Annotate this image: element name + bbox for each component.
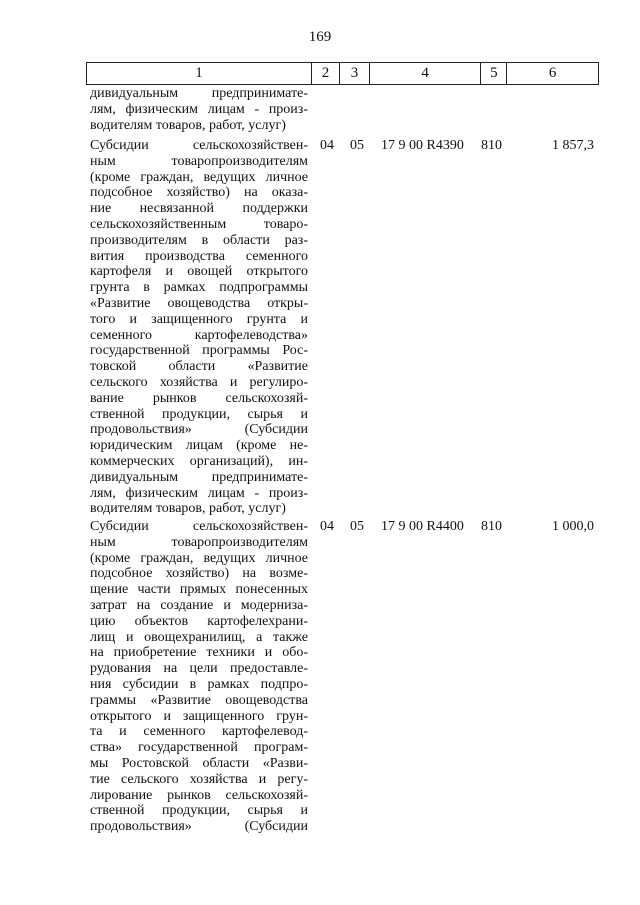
description-line: вития производства семенного xyxy=(90,248,308,264)
description-line: граммы «Развитие овощеводства xyxy=(90,692,308,708)
description-line: открытого и защищенного грун- xyxy=(90,708,308,724)
description-line: коммерческих организаций), ин- xyxy=(90,453,308,469)
table-row-1-expense-type: 810 xyxy=(481,138,502,153)
column-header-3: 3 xyxy=(340,63,370,84)
table-row-1-amount: 1 857,3 xyxy=(552,138,594,153)
table-row-2-amount: 1 000,0 xyxy=(552,519,594,534)
description-line: затрат на создание и модерниза- xyxy=(90,597,308,613)
description-line: цию объектов картофелехрани- xyxy=(90,613,308,629)
description-line: сельского хозяйства и регулиро- xyxy=(90,374,308,390)
description-line: щение части прямых понесенных xyxy=(90,582,308,598)
table-row-2-description xyxy=(90,519,308,835)
table-row-0-description xyxy=(90,86,308,133)
description-line: продовольствия» (Субсидии xyxy=(90,819,308,835)
column-header-2: 2 xyxy=(312,63,340,84)
page-number: 169 xyxy=(308,29,332,45)
description-line: та и семенного картофелевод- xyxy=(90,724,308,740)
table-row-1-description xyxy=(90,138,308,517)
description-line: водителям товаров, работ, услуг) xyxy=(90,117,286,133)
description-line: подсобное хозяйство) на возме- xyxy=(90,566,308,582)
description-line: мы Ростовской области «Разви- xyxy=(90,755,308,771)
description-line: того и защищенного грунта и xyxy=(90,311,308,327)
column-header-1: 1 xyxy=(87,63,312,84)
description-line: лирование рынков сельскохозяй- xyxy=(90,787,308,803)
description-line: ственной продукции, сырья и xyxy=(90,406,308,422)
description-line: «Развитие овощеводства откры- xyxy=(90,295,308,311)
column-header-5: 5 xyxy=(481,63,507,84)
description-line: грунта в рамках подпрограммы xyxy=(90,280,308,296)
description-line: Субсидии сельскохозяйствен- xyxy=(90,138,308,153)
description-line: дивидуальным предпринимате- xyxy=(90,469,308,485)
description-line: семенного картофелеводства» xyxy=(90,327,308,343)
description-line: производителям в области раз- xyxy=(90,232,308,248)
description-line: лям, физическим лицам - произ- xyxy=(90,485,308,501)
description-line: Субсидии сельскохозяйствен- xyxy=(90,519,308,534)
table-row-2-razdel: 04 xyxy=(320,519,334,534)
description-line: (кроме граждан, ведущих личное xyxy=(90,169,308,185)
description-line: ственной продукции, сырья и xyxy=(90,803,308,819)
description-line: товской области «Развитие xyxy=(90,359,308,375)
column-header-6: 6 xyxy=(548,65,557,81)
description-line: сельскохозяйственным товаро- xyxy=(90,216,308,232)
table-header-row xyxy=(86,62,599,85)
table-row-1-podrazdel: 05 xyxy=(350,138,364,153)
description-line: ным товаропроизводителям xyxy=(90,153,308,169)
description-line: юридическим лицам (кроме не- xyxy=(90,438,308,454)
description-line: тие сельского хозяйства и регу- xyxy=(90,771,308,787)
table-row-1-razdel: 04 xyxy=(320,138,334,153)
description-line: вание рынков сельскохозяй- xyxy=(90,390,308,406)
column-header-4: 4 xyxy=(370,63,482,84)
description-line: ства» государственной програм- xyxy=(90,740,308,756)
table-row-1-target-code: 17 9 00 R4390 xyxy=(381,138,464,153)
description-line: дивидуальным предпринимате- xyxy=(90,86,308,101)
description-line: ным товаропроизводителям xyxy=(90,534,308,550)
description-line: ния субсидии в рамках подпро- xyxy=(90,676,308,692)
description-line: (кроме граждан, ведущих личное xyxy=(90,550,308,566)
description-line: на приобретение техники и обо- xyxy=(90,645,308,661)
table-row-2-target-code: 17 9 00 R4400 xyxy=(381,519,464,534)
description-line: подсобное хозяйство) на оказа- xyxy=(90,185,308,201)
description-line: лям, физическим лицам - произ- xyxy=(90,101,308,117)
description-line: водителям товаров, работ, услуг) xyxy=(90,501,286,517)
table-row-2-expense-type: 810 xyxy=(481,519,502,534)
description-line: ние несвязанной поддержки xyxy=(90,201,308,217)
description-line: картофеля и овощей открытого xyxy=(90,264,308,280)
description-line: лищ и овощехранилищ, а также xyxy=(90,629,308,645)
description-line: государственной программы Рос- xyxy=(90,343,308,359)
description-line: продовольствия» (Субсидии xyxy=(90,422,308,438)
table-row-2-podrazdel: 05 xyxy=(350,519,364,534)
description-line: рудования на цели предоставле- xyxy=(90,661,308,677)
